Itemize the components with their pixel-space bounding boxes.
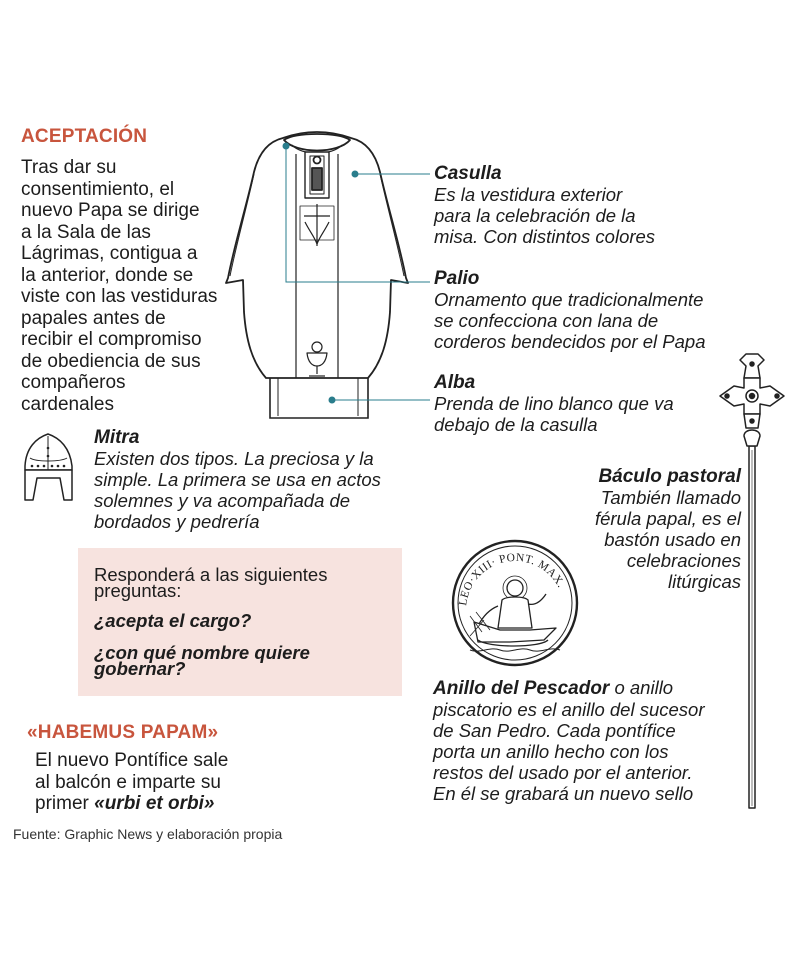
text-span: primer: [35, 793, 95, 814]
text-line: Tras dar su: [21, 157, 117, 178]
text-line: se confecciona con lana de: [434, 310, 659, 331]
text-line: En él se grabará un nuevo sello: [433, 783, 694, 804]
text-line: gobernar?: [94, 658, 186, 679]
aceptacion-title: ACEPTACIÓN: [21, 126, 148, 147]
text-line: compañeros: [21, 372, 126, 393]
text-line: Ornamento que tradicionalmente: [434, 289, 704, 310]
text-line: También llamado: [600, 487, 741, 508]
text-line: consentimiento, el: [21, 178, 175, 200]
text-line: Lágrimas, contigua a: [21, 243, 198, 264]
text-line: restos del usado por el anterior.: [433, 762, 693, 783]
text-line: ¿con qué nombre quiere: [94, 642, 310, 663]
text-line: nuevo Papa se dirige: [21, 200, 200, 221]
text-line: celebraciones: [626, 550, 741, 571]
text-line: al balcón e imparte su: [35, 771, 221, 793]
text-line: férula papal, es el: [594, 508, 741, 529]
urbi-et-orbi: «urbi et orbi»: [94, 793, 215, 814]
text-line: preguntas:: [94, 580, 182, 601]
text-span: o anillo: [609, 677, 674, 698]
anillo-block: [433, 677, 704, 804]
baculo-label: Báculo pastoral: [598, 466, 741, 487]
text-line: El nuevo Pontífice sale: [35, 750, 229, 771]
source-note: Fuente: Graphic News y elaboración propia: [13, 826, 283, 842]
text-line: bordados y pedrería: [94, 511, 260, 532]
text-line: Responderá a las siguientes: [94, 564, 328, 585]
text-line: bastón usado en: [604, 529, 741, 550]
anillo-label: Anillo del Pescador: [433, 678, 610, 699]
text-line: piscatorio es el anillo del sucesor: [433, 699, 705, 720]
text-line: de obediencia de sus: [21, 350, 201, 372]
seal-legend: LEO·XIII· PONT. MAX.: [457, 551, 568, 607]
text-line: papales antes de: [21, 307, 166, 329]
mitra-label: Mitra: [94, 427, 140, 448]
text-line: cardenales: [21, 393, 114, 415]
text-line: de San Pedro. Cada pontífice: [433, 720, 676, 741]
text-line: para la celebración de la: [434, 205, 636, 226]
text-line: Es la vestidura exterior: [434, 184, 623, 205]
palio-label: Palio: [434, 268, 480, 289]
anillo-first-line: [433, 677, 704, 699]
text-line: litúrgicas: [668, 571, 741, 592]
text-line: la anterior, donde se: [21, 264, 194, 286]
text-line: corderos bendecidos por el Papa: [434, 331, 706, 352]
text-line: porta un anillo hecho con los: [433, 741, 669, 762]
text-line: misa. Con distintos colores: [434, 226, 656, 247]
text-line: Prenda de lino blanco que va: [434, 393, 674, 414]
text-line: a la Sala de las: [21, 221, 151, 243]
text-line: solemnes y va acompañada de: [94, 490, 351, 511]
text-line: recibir el compromiso: [21, 329, 202, 350]
question-1: ¿acepta el cargo?: [94, 610, 252, 631]
text-line: debajo de la casulla: [434, 414, 598, 435]
text-line: Existen dos tipos. La preciosa y la: [94, 448, 374, 469]
text-line: viste con las vestiduras: [21, 286, 218, 307]
alba-label: Alba: [434, 372, 476, 393]
habemus-title: «HABEMUS PAPAM»: [27, 722, 219, 743]
text-line: simple. La primera se usa en actos: [94, 469, 381, 490]
casulla-label: Casulla: [434, 163, 502, 184]
